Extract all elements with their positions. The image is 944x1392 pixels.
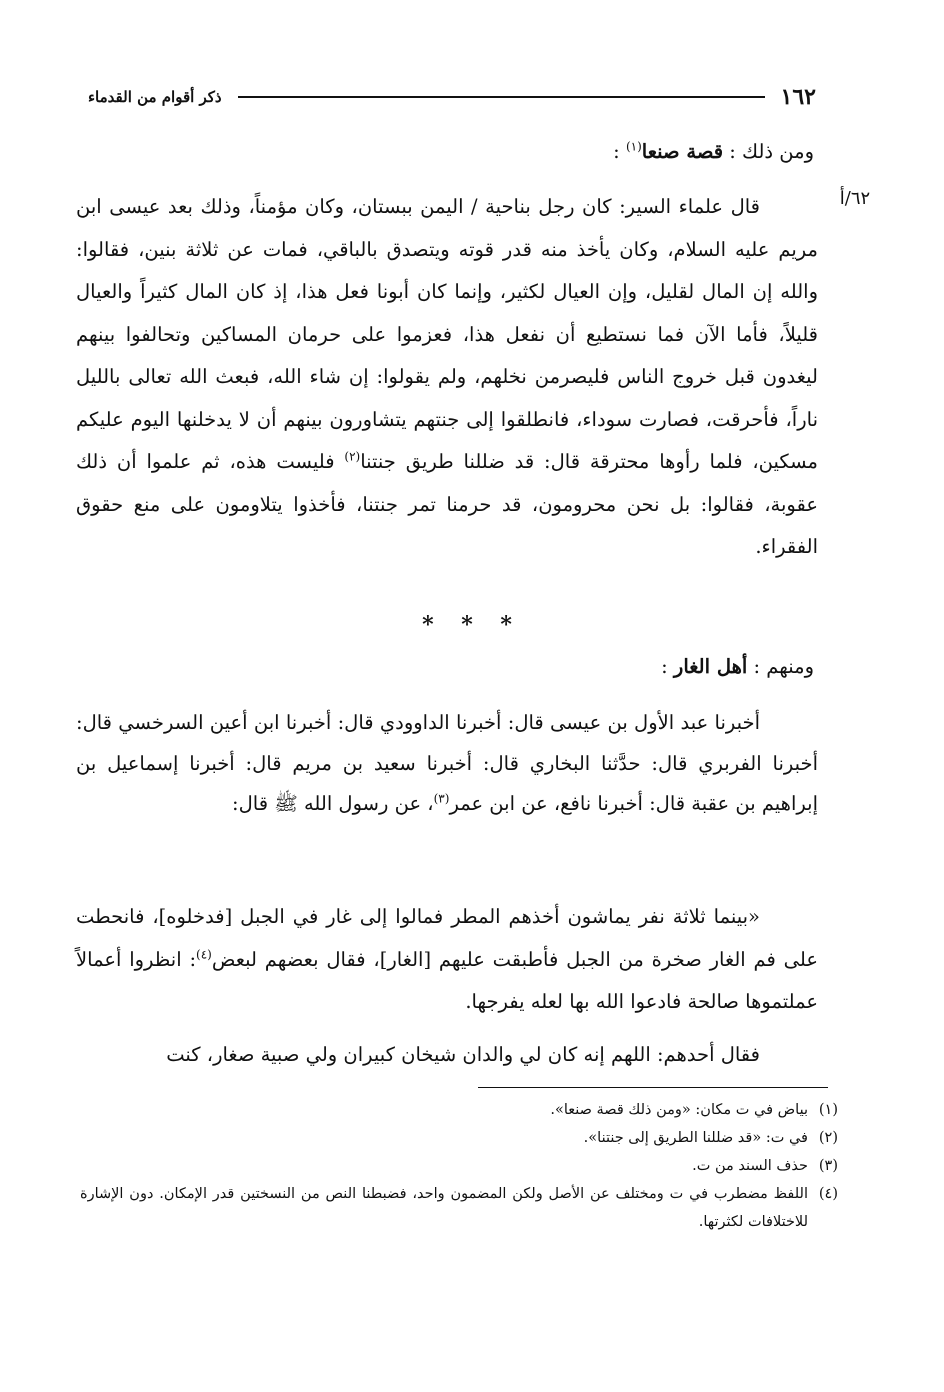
running-title: ذكر أقوام من القدماء — [88, 88, 222, 106]
isnad-text-a: أخبرنا عبد الأول بن عيسى قال: أخبرنا الداوودي قال: أخبرنا ابن أعين السرخسي قال: أخبرنا الفربري قال: حدَّثنا البخاري قال: أخبرنا سعيد بن مريم قال: أخبرنا إسماعيل بن إبراهيم بن عقبة قال: أخبرنا نافع، عن ابن عمر — [76, 711, 818, 815]
footnote-number: (٢) — [818, 1130, 838, 1146]
story-paragraph — [76, 186, 818, 569]
footnote — [80, 1180, 838, 1236]
hadith-paragraph — [76, 896, 818, 1024]
section-heading-cave — [661, 655, 814, 678]
heading-title: قصة صنعا — [641, 140, 724, 163]
footnote — [80, 1096, 838, 1124]
footnote-number: (٣) — [818, 1158, 838, 1174]
hadith-text-b: : انظروا أعمالاً عملتموها صالحة فادعوا الله بها لعله يفرجها. — [76, 947, 818, 1013]
footnote-ref-2[interactable]: (٢) — [344, 449, 361, 464]
footnote-text: حذف السند من ت. — [692, 1158, 808, 1174]
section-separator: * * * — [422, 612, 522, 638]
heading-suffix: : — [661, 655, 668, 678]
footnote-number: (٤) — [818, 1186, 838, 1202]
footnote-text: اللفظ مضطرب في ت ومختلف عن الأصل ولكن المضمون واحد، فضبطنا النص من النسختين قدر الإمكان. دون الإشارة للاختلافات لكثرتها. — [80, 1186, 808, 1230]
hadith-text-a: «بينما ثلاثة نفر يماشون أخذهم المطر فمالوا إلى غار في الجبل [فدخلوه]، فانحطت على فم الغار صخرة من الجبل فأطبقت عليهم [الغار]، فقال بعضهم لبعض — [76, 905, 818, 971]
isnad-text-b: ، عن رسول الله ﷺ قال: — [232, 792, 434, 815]
final-paragraph — [76, 1034, 818, 1077]
isnad-paragraph — [76, 703, 818, 825]
final-text: فقال أحدهم: اللهم إنه كان لي والدان شيخان كبيران ولي صبية صغار، كنت — [166, 1043, 760, 1066]
footnote-ref-3[interactable]: (٣) — [433, 791, 450, 806]
footnote-text: بياض في ت مكان: «ومن ذلك قصة صنعا». — [550, 1102, 808, 1118]
heading-prefix: ومن ذلك : — [729, 140, 814, 163]
footnote-text: في ت: «قد ضللنا الطريق إلى جنتنا». — [583, 1130, 808, 1146]
footnote-rule — [478, 1087, 828, 1088]
page-number: ١٦٢ — [780, 84, 816, 110]
heading-prefix: ومنهم : — [753, 655, 814, 678]
page-header — [88, 82, 816, 112]
manuscript-folio-marker: ٦٢/أ — [839, 188, 871, 209]
footnote-ref-4[interactable]: (٤) — [196, 947, 212, 961]
footnote — [80, 1124, 838, 1152]
heading-title: أهل الغار — [673, 655, 748, 678]
footnote-ref-1[interactable]: (١) — [625, 139, 642, 154]
footnote-number: (١) — [818, 1102, 838, 1118]
section-heading-sana — [613, 140, 814, 163]
header-rule — [238, 96, 765, 98]
story-text-a: قال علماء السير: كان رجل بناحية / اليمن ببستان، وكان مؤمناً، وذلك بعد عيسى ابن مريم عليه السلام، وكان يأخذ منه قدر قوته ويتصدق بالباقي، فمات عن ثلاثة بنين، فقالوا: والله إن المال لقليل، وإن العيال لكثير، وإنما كان أبونا فعل هذا، إذ كان المال كثيراً والعيال قليلاً، فأما الآن فما نستطيع أن نفعل هذا، فعزموا على حرمان المساكين وتحالفوا بينهم ليغدون قبل خروج الناس فليصرمن نخلهم، ولم يقولوا: إن شاء الله، فبعث الله تعالى بالليل ناراً، فأحرقت، فصارت سوداء، فانطلقوا إلى جنتهم يتشاورون بينهم أن لا يدخلنها اليوم عليكم مسكين، فلما رأوها محترقة قال: قد ضللنا طريق جنتنا — [76, 195, 818, 473]
footnotes — [80, 1096, 838, 1236]
story-text-b: فليست هذه، ثم علموا أن ذلك عقوبة، فقالوا: بل نحن محرومون، قد حرمنا تمر جنتنا، فأخذوا يتلاومون على منع حقوق الفقراء. — [76, 450, 818, 558]
heading-suffix: : — [613, 140, 620, 163]
footnote — [80, 1152, 838, 1180]
